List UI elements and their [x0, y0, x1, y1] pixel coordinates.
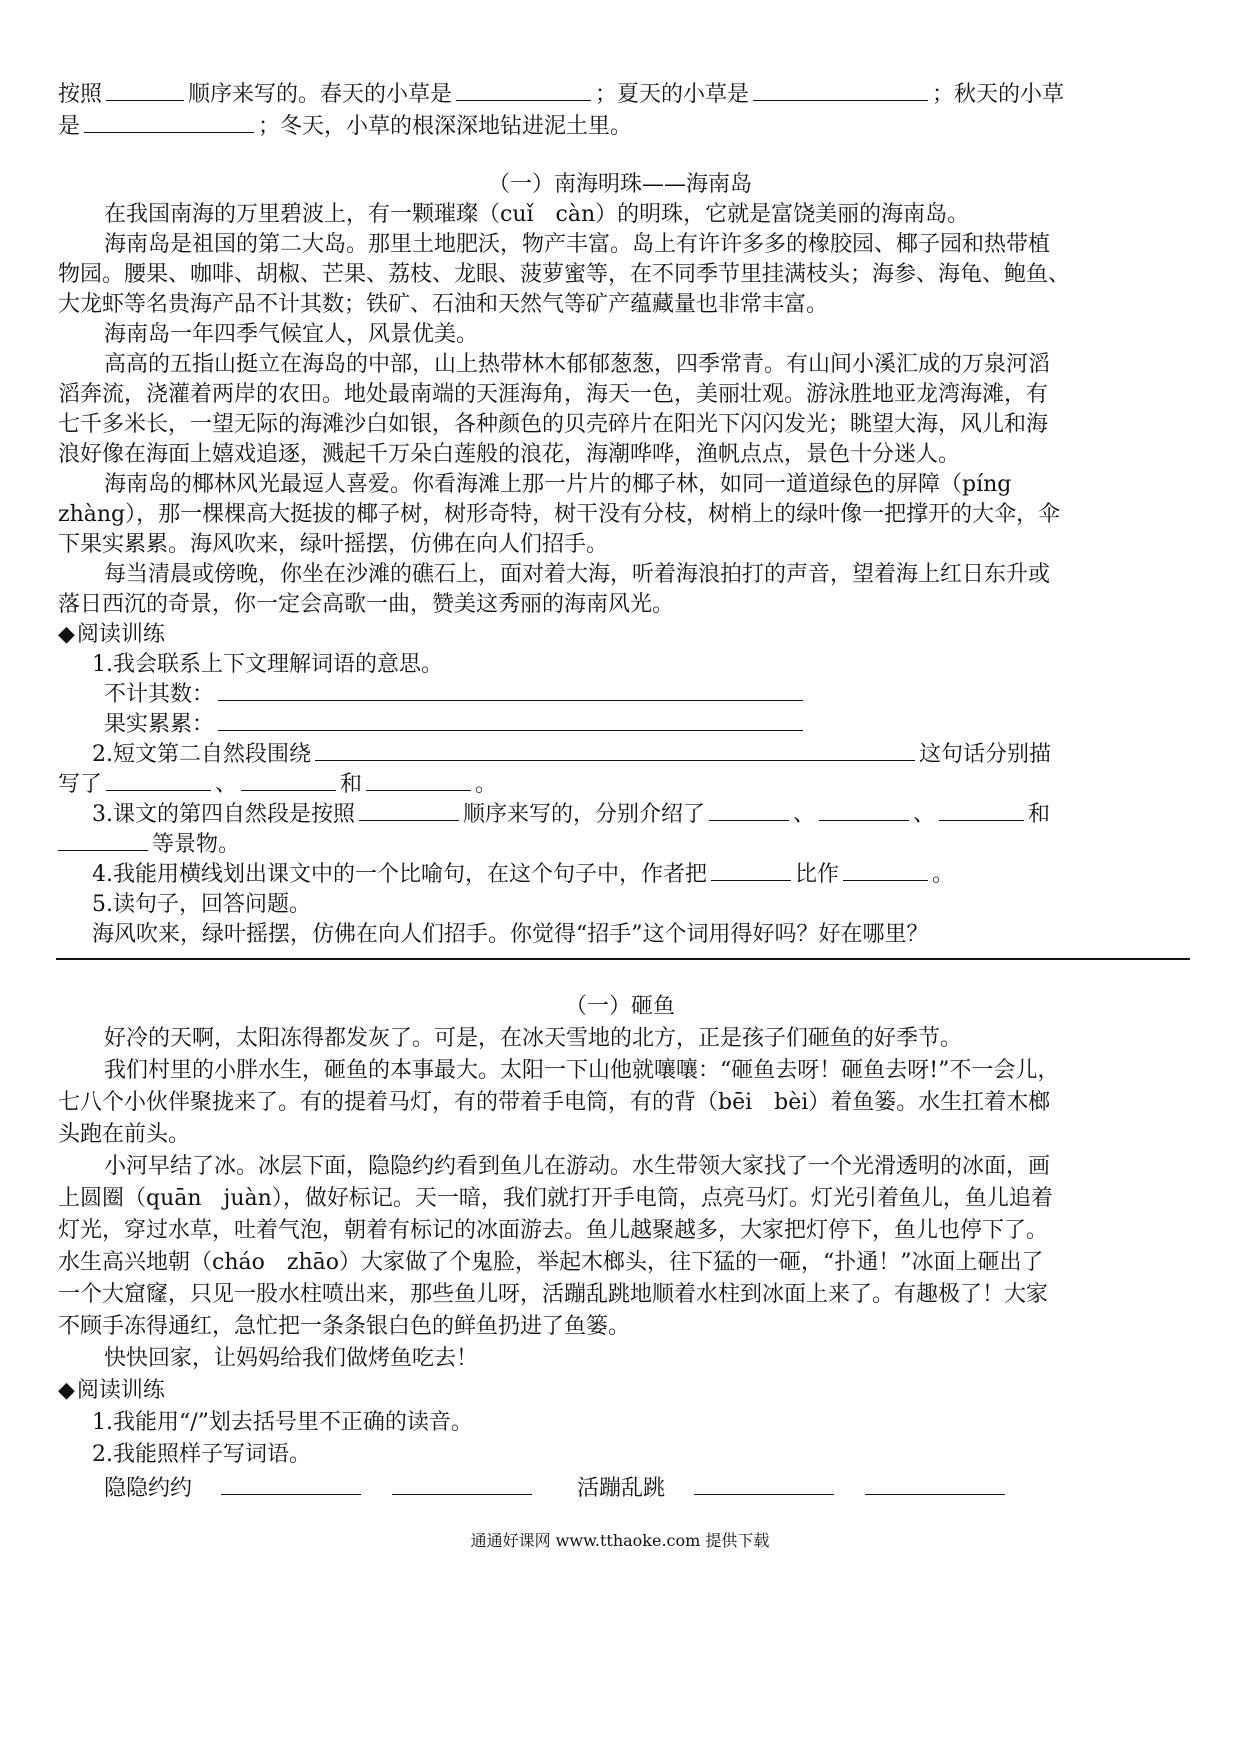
- text: 顺序来写的。春天的小草是: [188, 82, 453, 107]
- story1-q5: 5.读句子，回答问题。: [92, 892, 311, 917]
- story1-line: 海南岛一年四季气候宜人，风景优美。: [104, 322, 479, 347]
- story2-line: 头跑在前头。: [58, 1122, 191, 1147]
- text: 按照: [58, 82, 103, 107]
- story1-line: 浪好像在海面上嬉戏追逐，溅起千万朵白莲般的浪花，海潮哗哗，渔帆点点，景色十分迷人。: [58, 442, 961, 467]
- diamond-bullet-icon: ◆: [58, 1378, 75, 1403]
- story2-q1: 1.我能用“/”划去括号里不正确的读音。: [92, 1410, 473, 1435]
- story1-line: 每当清晨或傍晚，你坐在沙滩的礁石上，面对着大海，听着海浪拍打的声音，望着海上红日东升或: [104, 562, 1051, 587]
- footer: 通通好课网 www.tthaoke.com 提供下载: [470, 1531, 770, 1550]
- story2-line: 快快回家，让妈妈给我们做烤鱼吃去！: [104, 1346, 479, 1371]
- story1-line: 滔奔流，浇灌着两岸的农田。地处最南端的天涯海角，海天一色，美丽壮观。游泳胜地亚龙湾海滩，有: [58, 382, 1049, 407]
- text: 不计其数：: [104, 682, 215, 707]
- text: 2.短文第二自然段围绕: [92, 742, 311, 767]
- story1-line: 七千多米长，一望无际的海滩沙白如银，各种颜色的贝壳碎片在阳光下闪闪发光；眺望大海，风儿和海: [58, 412, 1049, 437]
- story1-line: 下果实累累。海风吹来，绿叶摇摆，仿佛在向人们招手。: [58, 532, 609, 557]
- text: 写了: [58, 772, 103, 797]
- answer-blank[interactable]: [456, 78, 591, 101]
- text: 、: [793, 802, 816, 827]
- text: 3.课文的第四自然段是按照: [92, 802, 355, 827]
- text: ；冬天，小草的根深深地钻进泥土里。: [258, 114, 633, 139]
- text: 顺序来写的，分别介绍了: [463, 802, 706, 827]
- story2-line: 七八个小伙伴聚拢来了。有的提着马灯，有的带着手电筒，有的背（bēi bèi）着鱼篓。水生扛着木榔: [58, 1090, 1051, 1115]
- story2-line: 一个大窟窿，只见一股水柱喷出来，那些鱼儿呀，活蹦乱跳地顺着水柱到冰面上来了。有趣极了！大家: [58, 1282, 1049, 1307]
- answer-blank[interactable]: [694, 1472, 834, 1495]
- answer-blank[interactable]: [366, 768, 471, 791]
- answer-blank[interactable]: [939, 798, 1024, 821]
- story2-line: 不顾手冻得通红，急忙把一条条银白色的鲜鱼扔进了鱼篓。: [58, 1314, 631, 1339]
- answer-blank[interactable]: [711, 858, 791, 881]
- story2-word-row: [104, 1472, 1009, 1505]
- example-word: 隐隐约约: [104, 1476, 193, 1501]
- text: 这句话分别描: [919, 742, 1052, 767]
- answer-blank[interactable]: [218, 678, 803, 701]
- story1-line: 大龙虾等名贵海产品不计其数；铁矿、石油和天然气等矿产蕴藏量也非常丰富。: [58, 292, 829, 317]
- text: 和: [340, 772, 363, 797]
- text: ；秋天的小草: [932, 82, 1065, 107]
- story1-q1a: [104, 678, 807, 711]
- answer-blank[interactable]: [843, 858, 928, 881]
- answer-blank[interactable]: [709, 798, 789, 821]
- text: 果实累累：: [104, 712, 215, 737]
- story1-line: zhàng），那一棵棵高大挺拔的椰子树，树形奇特，树干没有分枝，树梢上的绿叶像一把撑开的大伞，伞: [58, 502, 1061, 527]
- text: 比作: [795, 862, 840, 887]
- story2-training-heading: [58, 1374, 165, 1407]
- story2-title: （一）砸鱼: [564, 994, 675, 1019]
- answer-blank[interactable]: [58, 828, 148, 851]
- answer-blank[interactable]: [753, 78, 928, 101]
- text: ；夏天的小草是: [595, 82, 750, 107]
- training-label: 阅读训练: [76, 622, 165, 647]
- story2-line: 灯光，穿过水草，吐着气泡，朝着有标记的冰面游去。鱼儿越聚越多，大家把灯停下，鱼儿也停下了。: [58, 1218, 1049, 1243]
- text: 是: [58, 114, 81, 139]
- story1-q3: [92, 798, 1050, 831]
- story1-q2: [92, 738, 1051, 771]
- story2-line: 我们村里的小胖水生，砸鱼的本事最大。太阳一下山他就嚷嚷：“砸鱼去呀！砸鱼去呀!”不一会儿，: [104, 1058, 1060, 1083]
- answer-blank[interactable]: [106, 768, 211, 791]
- answer-blank[interactable]: [84, 110, 254, 133]
- answer-blank[interactable]: [315, 738, 915, 761]
- story2-line: 水生高兴地朝（cháo zhāo）大家做了个鬼脸，举起木榔头，往下猛的一砸，“扑通！”冰面上砸出了: [58, 1250, 1044, 1275]
- story2-line: 上圆圈（quān juàn），做好标记。天一暗，我们就打开手电筒，点亮马灯。灯光引着鱼儿，鱼儿追着: [58, 1186, 1053, 1211]
- story1-training-heading: [58, 618, 165, 651]
- story2-line: 小河早结了冰。冰层下面，隐隐约约看到鱼儿在游动。水生带领大家找了一个光滑透明的冰面，画: [104, 1154, 1051, 1179]
- text: 、: [215, 772, 238, 797]
- story1-q1b: [104, 708, 807, 741]
- story1-q4: [92, 858, 954, 891]
- example-word: 活蹦乱跳: [577, 1476, 666, 1501]
- answer-blank[interactable]: [819, 798, 909, 821]
- answer-blank[interactable]: [106, 78, 184, 101]
- story1-line: 落日西沉的奇景，你一定会高歌一曲，赞美这秀丽的海南风光。: [58, 592, 675, 617]
- answer-blank[interactable]: [221, 1472, 361, 1495]
- story1-line: 高高的五指山挺立在海岛的中部，山上热带林木郁郁葱葱，四季常青。有山间小溪汇成的万泉河滔: [104, 352, 1051, 377]
- text: 、: [913, 802, 936, 827]
- diamond-bullet-icon: ◆: [58, 622, 75, 647]
- answer-blank[interactable]: [241, 768, 336, 791]
- story1-line: 在我国南海的万里碧波上，有一颗璀璨（cuǐ càn）的明珠，它就是富饶美丽的海南岛。: [104, 202, 970, 227]
- text: 。: [475, 772, 498, 797]
- story1-line: 海南岛是祖国的第二大岛。那里土地肥沃，物产丰富。岛上有许许多多的橡胶园、椰子园和热带植: [104, 232, 1051, 257]
- story2-q2: 2.我能照样子写词语。: [92, 1442, 311, 1467]
- story1-q2-cont: [58, 768, 497, 801]
- answer-blank[interactable]: [218, 708, 803, 731]
- section-divider: [56, 958, 1190, 960]
- answer-blank[interactable]: [865, 1472, 1005, 1495]
- story1-q1: 1.我会联系上下文理解词语的意思。: [92, 652, 443, 677]
- text: 等景物。: [152, 832, 241, 857]
- text: 。: [932, 862, 955, 887]
- answer-blank[interactable]: [392, 1472, 532, 1495]
- training-label: 阅读训练: [76, 1378, 165, 1403]
- story1-q3-cont: [58, 828, 240, 861]
- story1-line: 物园。腰果、咖啡、胡椒、芒果、荔枝、龙眼、菠萝蜜等，在不同季节里挂满枝头；海参、海龟、鲍鱼、: [58, 262, 1071, 287]
- intro-line-2: [58, 110, 632, 143]
- text: 4.我能用横线划出课文中的一个比喻句，在这个句子中，作者把: [92, 862, 707, 887]
- story1-line: 海南岛的椰林风光最逗人喜爱。你看海滩上那一片片的椰子林，如同一道道绿色的屏障（píng: [104, 472, 1012, 497]
- text: 和: [1028, 802, 1051, 827]
- story1-title: （一）南海明珠——海南岛: [487, 172, 752, 197]
- story2-line: 好冷的天啊，太阳冻得都发灰了。可是，在冰天雪地的北方，正是孩子们砸鱼的好季节。: [104, 1026, 963, 1051]
- intro-line-1: [58, 78, 1064, 111]
- answer-blank[interactable]: [359, 798, 459, 821]
- story1-q5-text: 海风吹来，绿叶摇摆，仿佛在向人们招手。你觉得“招手”这个词用得好吗？好在哪里？: [92, 922, 929, 947]
